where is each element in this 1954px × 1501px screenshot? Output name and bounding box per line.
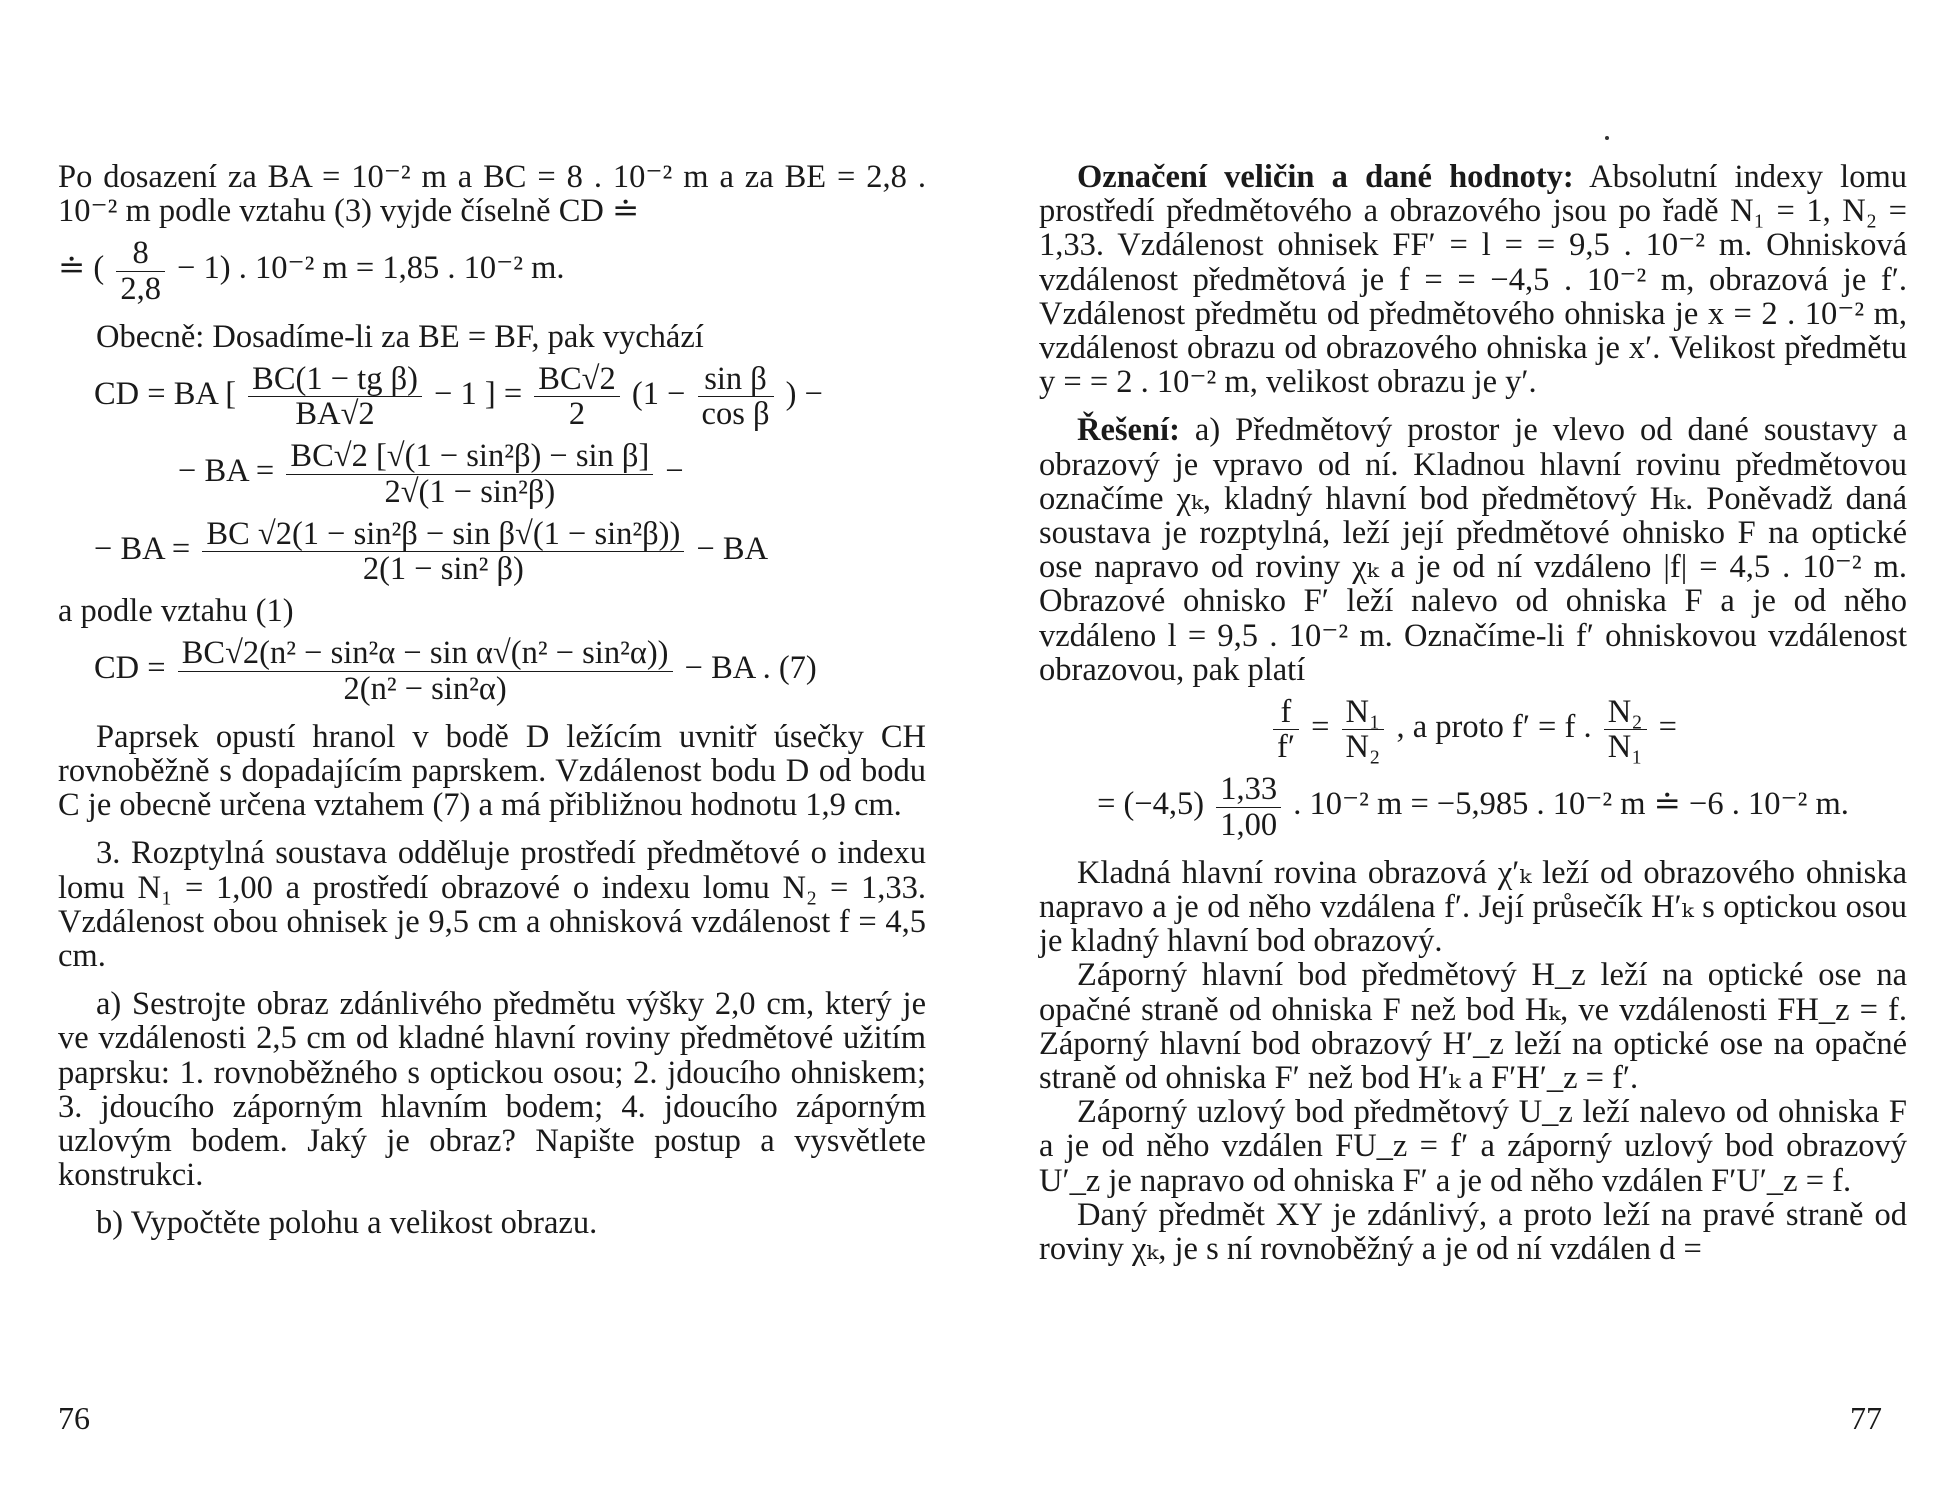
fraction [248, 362, 422, 431]
paragraph-uzlovy: Záporný uzlový bod předmětový U_z leží nalevo od ohniska F a je od něho vzdálen FU_z = f′ a záporný uzlový bod obrazový U′_z je napravo od ohniska F′ a je od něho vzdálen F′U′_z = f. [1039, 1094, 1907, 1199]
fraction [1604, 695, 1647, 764]
fraction-denominator: cos β [701, 396, 770, 433]
fraction [202, 517, 684, 586]
eq-a-tail: = [1658, 709, 1677, 746]
fraction-numerator: 1,33 [1216, 772, 1281, 807]
paragraph-paprsek: Paprsek opustí hranol v bodě D ležícím uvnitř úsečky CH rovnoběžně s dopadajícím paprskem. Vzdálenost bodu D od bodu C je obecně určena vztahem (7) a má přibližnou hodnotu 1,9 cm. [58, 718, 926, 824]
eq1-tail: ) − [785, 376, 823, 413]
fraction-denominator: 2 [568, 396, 586, 433]
fraction-numerator: N₂ [1604, 695, 1647, 730]
fraction-denominator: N₂ [1345, 729, 1381, 766]
paragraph-dany: Daný předmět XY je zdánlivý, a proto leží na pravé straně od roviny χₖ, je s ní rovnoběžný a je od ní vzdálen d = [1039, 1196, 1907, 1268]
heading-reseni: Řešení: [1077, 412, 1180, 449]
fraction-numerator: N₁ [1342, 695, 1385, 730]
heading-oznaceni: Označení veličin a dané hodnoty: [1077, 159, 1574, 195]
eq7-lhs: CD = [94, 650, 166, 687]
right-page [977, 0, 1954, 1501]
text-reseni: a) Předmětový prostor je vlevo od dané soustavy a obrazový je vpravo od ní. Kladnou hlavní rovinu předmětovou označíme χₖ, kladný hlavní bod předmětový Hₖ. Poněvadž daná soustava je rozptylná, leží její předmětové ohnisko F na optické ose napravo od roviny χₖ a je od ní vzdáleno |f| = 4,5 . 10⁻² m. Obrazové ohnisko F′ leží nalevo od ohniska F a je od něho vzdáleno l = 9,5 . 10⁻² m. Označíme-li f′ ohniskovou vzdálenost obrazovou, pak platí [1039, 412, 1908, 688]
equation-focal-ratio [1039, 695, 1907, 764]
page-number-left: 76 [58, 1400, 90, 1436]
fraction-denominator: 2(1 − sin² β) [362, 551, 524, 588]
equation-cd-2 [58, 439, 926, 508]
paragraph-zaporny: Záporný hlavní bod předmětový H_z leží na optické ose na opačné straně od ohniska F než bod Hₖ, ve vzdálenosti FH_z = f. Záporný hlavní bod obrazový H′_z leží na optické ose na opačné straně od ohniska F′ než bod H′ₖ a F′H′_z = f′. [1039, 957, 1907, 1097]
fraction [178, 636, 673, 705]
eq1-mid2: (1 − [631, 376, 686, 413]
right-text-column [1039, 160, 1907, 1266]
eq-a-mid: , a proto f′ = f . [1396, 709, 1592, 746]
fraction-denominator: f′ [1277, 729, 1295, 766]
fraction-numerator: BC√2 [√(1 − sin²β) − sin β] [286, 439, 653, 474]
eq7-tail: − BA . (7) [684, 650, 817, 687]
print-speck [1605, 136, 1609, 140]
eq3-tail: − BA [696, 530, 769, 567]
equation-cd-3 [58, 517, 926, 586]
fraction-denominator: 2,8 [120, 270, 161, 307]
eq-intro-suffix: − 1) . 10⁻² m = 1,85 . 10⁻² m. [177, 250, 565, 287]
paragraph-kladna: Kladná hlavní rovina obrazová χ′ₖ leží od obrazového ohniska napravo a je od něho vzdálena f′. Její průsečík H′ₖ s optickou osou je kladný hlavní bod obrazový. [1039, 854, 1907, 960]
eq3-lhs: − BA = [94, 530, 191, 567]
fraction [1273, 695, 1299, 764]
fraction-numerator: BC√2(n² − sin²α − sin α√(n² − sin²α)) [178, 636, 673, 671]
left-text-column [58, 160, 926, 1241]
fraction-denominator: N₁ [1607, 729, 1643, 766]
eq2-tail: − [665, 453, 684, 490]
fraction [116, 236, 165, 305]
fraction-denominator: BA√2 [295, 396, 375, 433]
fraction-numerator: sin β [698, 362, 774, 397]
fraction-numerator: 8 [116, 236, 165, 271]
fraction [698, 362, 774, 431]
equation-7 [58, 636, 926, 705]
fraction-denominator: 2(n² − sin²α) [343, 670, 507, 707]
eq-b-lhs: = (−4,5) [1097, 786, 1205, 823]
fraction-numerator: BC√2 [534, 362, 619, 397]
page-number-right: 77 [1850, 1400, 1882, 1436]
paragraph-obecne: Obecně: Dosadíme-li za BE = BF, pak vychází [96, 318, 704, 355]
fraction [1342, 695, 1385, 764]
equation-intro [58, 236, 926, 305]
eq2-lhs: − BA = [178, 453, 275, 490]
fraction-numerator: f [1273, 695, 1299, 730]
eq1-mid: − 1 ] = [434, 376, 523, 413]
fraction-numerator: BC(1 − tg β) [248, 362, 422, 397]
paragraph-task-3: 3. Rozptylná soustava odděluje prostředí předmětové o indexu lomu N₁ = 1,00 a prostředí obrazové o indexu lomu N₂ = 1,33. Vzdálenost obou ohnisek je 9,5 cm a ohnisková vzdálenost f = 4,5 cm. [58, 835, 926, 975]
paragraph-oznaceni [1039, 160, 1907, 399]
paragraph-reseni [1039, 413, 1907, 687]
paragraph-podle: a podle vztahu (1) [58, 593, 294, 630]
equation-cd-1 [58, 362, 926, 431]
fraction-denominator: 1,00 [1220, 806, 1278, 843]
fraction [534, 362, 619, 431]
paragraph-task-a: a) Sestrojte obraz zdánlivého předmětu výšky 2,0 cm, který je ve vzdálenosti 2,5 cm od kladné hlavní roviny předmětové užitím paprsku: 1. rovnoběžného s optickou osou; 2. jdoucího ohniskem; 3. jdoucího záporným hlavním bodem; 4. jdoucího záporným uzlovým bodem. Jaký je obraz? Napište postup a vysvětlete konstrukci. [58, 986, 926, 1194]
equation-focal-result [1039, 772, 1907, 841]
fraction [286, 439, 653, 508]
fraction-denominator: 2√(1 − sin²β) [384, 473, 556, 510]
eq-a-equals: = [1311, 709, 1330, 746]
paragraph-task-b: b) Vypočtěte polohu a velikost obrazu. [96, 1205, 598, 1242]
eq-b-tail: . 10⁻² m = −5,985 . 10⁻² m ≐ −6 . 10⁻² m. [1293, 786, 1849, 823]
eq1-lhs: CD = BA [ [94, 376, 237, 413]
fraction [1216, 772, 1281, 841]
text-oznaceni: Absolutní indexy lomu prostředí předmětového a obrazového jsou po řadě N₁ = 1, N₂ = 1,33. Vzdálenost ohnisek FF′ = l = = 9,5 . 10⁻² m. Ohnisková vzdálenost předmětová je f = = −4,5 . 10⁻² m, obrazová je f′. Vzdálenost předmětu od předmětového ohniska je x = 2 . 10⁻² m, vzdálenost obrazu od obrazového ohniska je x′. Velikost předmětu y = = 2 . 10⁻² m, velikost obrazu je y′. [1039, 159, 1907, 401]
paragraph-intro: Po dosazení za BA = 10⁻² m a BC = 8 . 10⁻² m a za BE = 2,8 . 10⁻² m podle vztahu (3) vyjde číselně CD ≐ [58, 159, 926, 230]
fraction-numerator: BC √2(1 − sin²β − sin β√(1 − sin²β)) [202, 517, 684, 552]
eq-intro-prefix: ≐ ( [58, 250, 105, 287]
